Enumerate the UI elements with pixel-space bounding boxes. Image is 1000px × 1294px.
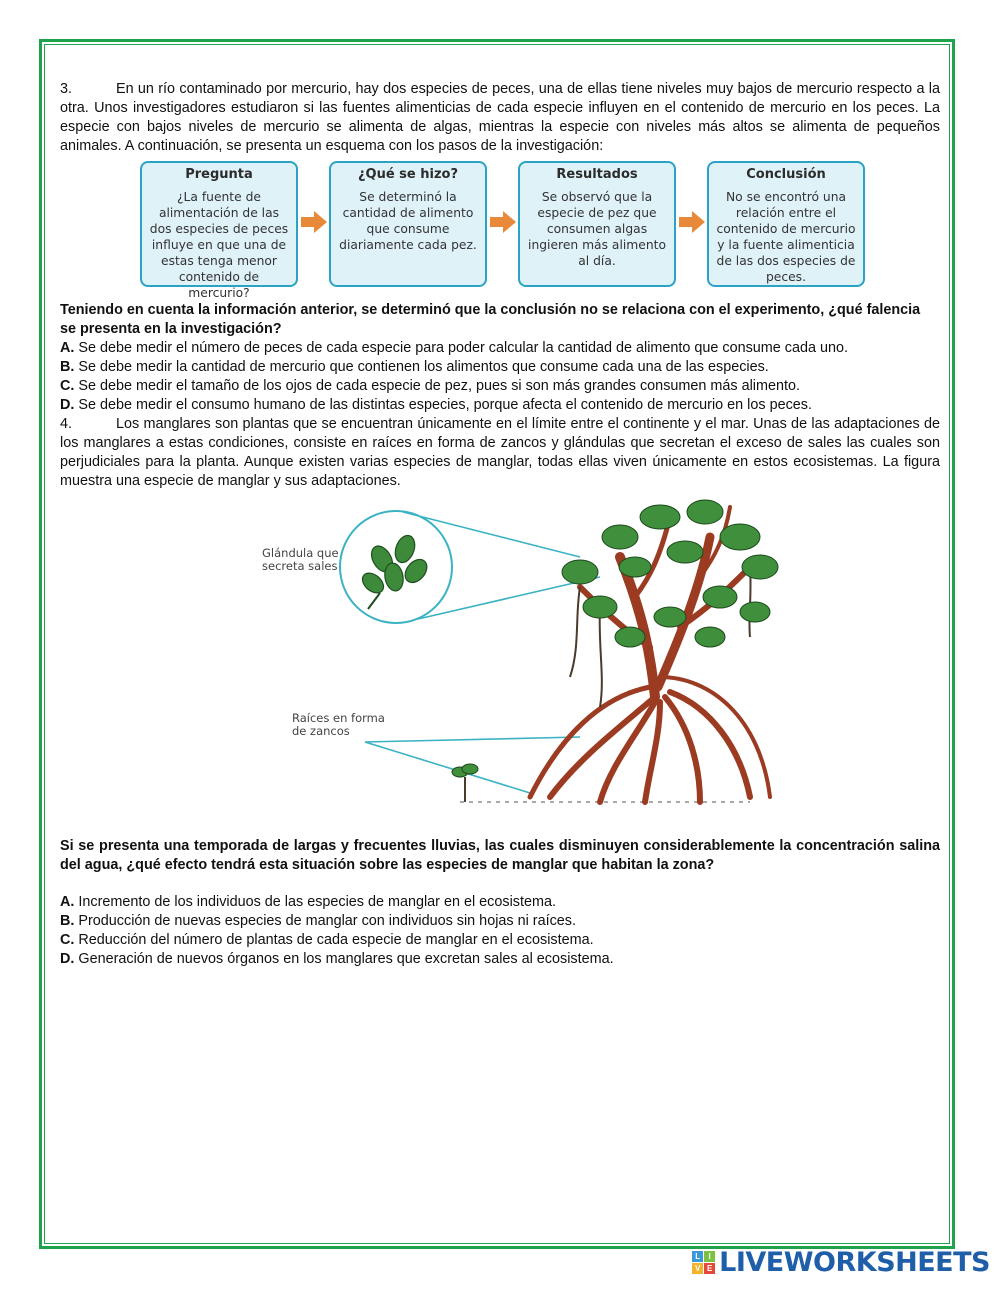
q3-option-c[interactable]: C. Se debe medir el tamaño de los ojos de cada especie de pez, pues si son más grandes consumen más alimento. [60, 378, 800, 394]
liveworksheets-logo-icon: L I V E [692, 1251, 715, 1274]
q3-question: Teniendo en cuenta la información anterior, se determinó que la conclusión no se relaciona con el experimento, ¿qué falencia se presenta en la investigación? [60, 302, 921, 337]
q4-option-a[interactable]: A. Incremento de los individuos de las especies de manglar en el ecosistema. [60, 894, 556, 910]
q4-question: Si se presenta una temporada de largas y frecuentes lluvias, las cuales disminuyen considerablemente la concentración salina del agua, ¿qué efecto tendrá esta situación sobre las especies de manglar que habitan la zona? [60, 838, 940, 873]
q4-option-b[interactable]: B. Producción de nuevas especies de manglar con individuos sin hojas ni raíces. [60, 913, 576, 929]
gland-label: Glándula que secreta sales [262, 546, 339, 573]
flow-step-text: No se encontró una relación entre el contenido de mercurio y la fuente alimenticia de las dos especies de peces. [716, 190, 856, 284]
q3-intro: 3. En un río contaminado por mercurio, hay dos especies de peces, una de ellas tiene niveles muy bajos de mercurio respecto a la otra. Unos investigadores estudiaron si las fuentes alimenticias de cada especie influyen en el contenido de mercurio en los peces. La especie con bajos niveles de mercurio se alimenta de algas, mientras la especie con niveles más altos se alimenta de pequeños animales. A continuación, se presenta un esquema con los pasos de la investigación: [60, 81, 940, 154]
flow-step-title: Conclusión [746, 167, 826, 182]
research-flow-diagram [60, 161, 940, 301]
flow-arrow-icon [301, 211, 327, 233]
mangrove-figure [60, 497, 940, 837]
flow-step-title: ¿Qué se hizo? [357, 167, 459, 182]
q3-number: 3. [60, 81, 73, 97]
roots-label: Raíces en forma de zancos [292, 711, 385, 738]
flow-arrow-icon [490, 211, 516, 233]
liveworksheets-footer [692, 1248, 990, 1276]
q4-option-c[interactable]: C. Reducción del número de plantas de cada especie de manglar en el ecosistema. [60, 932, 594, 948]
q3-option-d[interactable]: D. Se debe medir el consumo humano de las distintas especies, porque afecta el contenido de mercurio en los peces. [60, 397, 812, 413]
flow-step-que-se-hizo [329, 161, 487, 287]
flow-step-resultados [518, 161, 676, 287]
worksheet-content [60, 80, 940, 969]
flow-step-title: Pregunta [185, 167, 253, 182]
flow-step-pregunta [140, 161, 298, 300]
q4-intro: 4. Los manglares son plantas que se encuentran únicamente en el límite entre el continente y el mar. Unas de las adaptaciones de los manglares a estas condiciones, consiste en raíces en forma de zancos y glándulas que secretan el exceso de sales las cuales son perjudiciales para la planta. Aunque existen varias especies de manglar, todas ellas viven únicamente en estos ecosistemas. La figura muestra una especie de manglar y sus adaptaciones. [60, 416, 940, 489]
q4-option-d[interactable]: D. Generación de nuevos órganos en los manglares que excretan sales al ecosistema. [60, 951, 614, 967]
liveworksheets-brand: LIVEWORKSHEETS [719, 1246, 990, 1278]
flow-step-text: Se observó que la especie de pez que consumen algas ingieren más alimento al día. [528, 190, 666, 268]
mangrove-illustration [60, 497, 940, 837]
q3-option-a[interactable]: A. Se debe medir el número de peces de cada especie para poder calcular la cantidad de alimento que consume cada uno. [60, 340, 849, 356]
flow-step-text: ¿La fuente de alimentación de las dos especies de peces influye en que una de estas tenga menor contenido de mercurio? [149, 190, 289, 300]
q4-number: 4. [60, 416, 73, 432]
flow-arrow-icon [679, 211, 705, 233]
flow-step-title: Resultados [556, 167, 638, 182]
flow-step-conclusion [707, 161, 865, 287]
q3-option-b[interactable]: B. Se debe medir la cantidad de mercurio que contienen los alimentos que consume cada una de las especies. [60, 359, 769, 375]
flow-step-text: Se determinó la cantidad de alimento que consume diariamente cada pez. [339, 190, 477, 252]
